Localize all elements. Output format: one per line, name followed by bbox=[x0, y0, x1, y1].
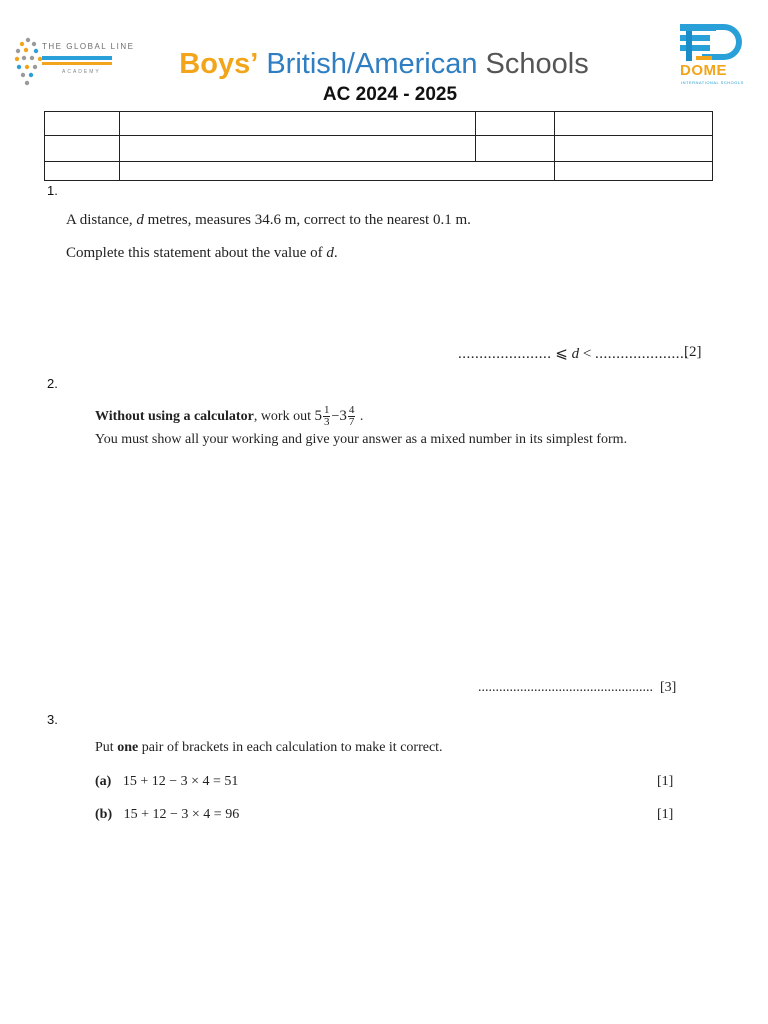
question-1-text bbox=[66, 212, 471, 229]
fraction-denominator: 7 bbox=[348, 416, 355, 429]
lt-symbol: < bbox=[579, 346, 596, 362]
title-british-american: British/American bbox=[266, 48, 478, 80]
question-3-intro bbox=[95, 740, 443, 756]
minus-symbol: − bbox=[331, 409, 340, 424]
dome-subtitle: INTERNATIONAL SCHOOLS bbox=[681, 80, 744, 85]
part-b-expression: 15 + 12 − 3 × 4 = 96 bbox=[123, 807, 240, 822]
mixed-number-whole: 3 bbox=[339, 408, 347, 424]
table-border bbox=[475, 111, 476, 161]
table-border bbox=[44, 180, 713, 181]
part-a-expression: 15 + 12 − 3 × 4 = 51 bbox=[122, 774, 239, 789]
question-1-answer-line[interactable] bbox=[458, 344, 689, 363]
question-1-number: 1. bbox=[47, 183, 58, 198]
q1-text-part: . bbox=[333, 245, 338, 261]
q2-text-part: . bbox=[359, 409, 364, 424]
fraction-numerator: 4 bbox=[348, 404, 355, 417]
student-info-table bbox=[44, 111, 713, 181]
part-label-a: (a) bbox=[95, 774, 112, 789]
q2-bold-phrase: Without using a calculator bbox=[95, 409, 254, 424]
question-2-marks: [3] bbox=[660, 680, 677, 695]
title-boys: Boys’ bbox=[179, 48, 259, 80]
dome-d-icon bbox=[676, 22, 746, 64]
question-2-number: 2. bbox=[47, 376, 58, 391]
answer-blank-lower[interactable]: ...................... bbox=[458, 346, 552, 362]
academic-year: AC 2024 - 2025 bbox=[322, 84, 458, 105]
q1-var-d: d bbox=[571, 346, 580, 362]
fraction-four-sevenths bbox=[348, 405, 356, 428]
leq-symbol: ⩽ bbox=[551, 346, 572, 362]
answer-blank-upper[interactable]: ...................... bbox=[595, 346, 689, 362]
fraction-numerator: 1 bbox=[323, 404, 330, 417]
part-label-b: (b) bbox=[95, 807, 113, 822]
q1-text-part: Complete this statement about the value of bbox=[66, 245, 327, 261]
question-1-marks: [2] bbox=[684, 344, 702, 360]
dome-word: DOME bbox=[680, 62, 727, 79]
q2-text-part: , work out bbox=[253, 409, 315, 424]
mixed-number-whole: 5 bbox=[314, 408, 322, 424]
table-border bbox=[119, 111, 120, 181]
title-schools: Schools bbox=[485, 48, 589, 80]
q3-text-part: Put bbox=[95, 740, 118, 755]
table-border bbox=[554, 111, 555, 181]
question-2-instruction: You must show all your working and give your answer as a mixed number in its simplest form. bbox=[95, 432, 628, 447]
table-border bbox=[44, 161, 713, 162]
fraction-one-third bbox=[323, 405, 331, 428]
logo-text-global-line: THE GLOBAL LINE bbox=[42, 42, 135, 51]
q1-var-d: d bbox=[136, 212, 144, 228]
table-border bbox=[712, 111, 713, 181]
fraction-denominator: 3 bbox=[323, 416, 330, 429]
question-3b bbox=[95, 807, 239, 823]
table-border bbox=[44, 111, 713, 112]
dome-logo bbox=[676, 22, 748, 88]
question-3-number: 3. bbox=[47, 712, 58, 727]
q1-text-part: A distance, bbox=[66, 212, 137, 228]
question-3a-marks: [1] bbox=[657, 774, 674, 789]
table-border bbox=[44, 135, 713, 136]
question-2-answer-blank[interactable]: .................................................. bbox=[478, 680, 653, 695]
question-2-text bbox=[95, 403, 363, 429]
q1-text-part: metres, measures 34.6 m, correct to the nearest 0.1 m. bbox=[143, 212, 471, 228]
q1-var-d: d bbox=[326, 245, 334, 261]
logo-text-academy: ACADEMY bbox=[62, 69, 101, 75]
question-3b-marks: [1] bbox=[657, 807, 674, 822]
table-border bbox=[44, 111, 45, 181]
school-title bbox=[0, 48, 768, 81]
question-3a bbox=[95, 774, 238, 790]
q3-text-part: pair of brackets in each calculation to make it correct. bbox=[138, 740, 443, 755]
question-1-instruction bbox=[66, 245, 338, 262]
q3-bold-word: one bbox=[117, 740, 139, 755]
